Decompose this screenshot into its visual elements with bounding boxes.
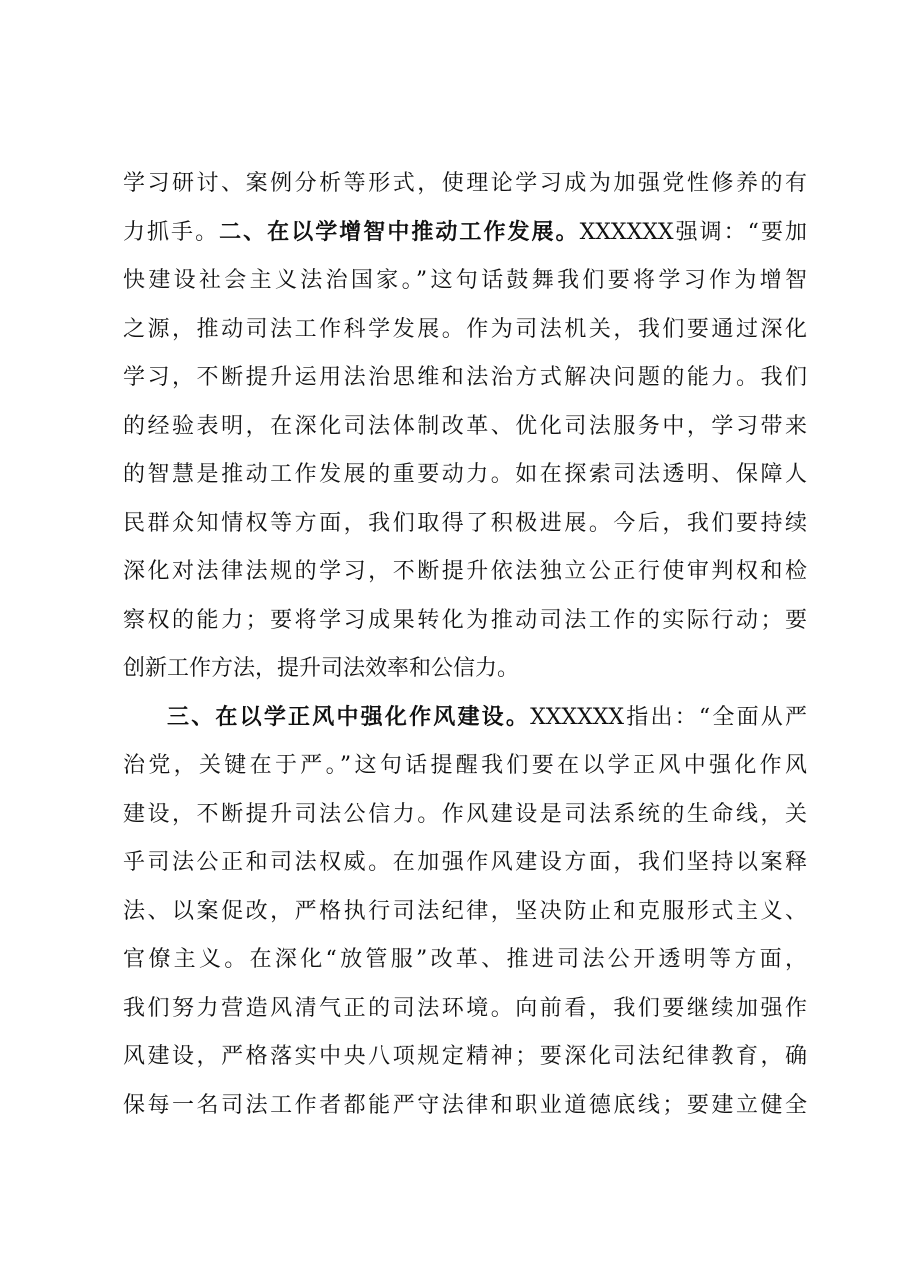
text-line: 官僚主义。在深化“放管服”改革、推进司法公开透明等方面，: [123, 947, 807, 972]
text-line: 快建设社会主义法治国家。”这句话鼓舞我们要将学习作为增智: [123, 268, 807, 293]
text-line: 建设，不断提升司法公信力。作风建设是司法系统的生命线，关: [123, 801, 807, 827]
text-run: XXXXXX指出：“全面从严: [530, 704, 807, 730]
text-line: 的智慧是推动工作发展的重要动力。如在探索司法透明、保障人: [123, 462, 807, 487]
text-line: [123, 209, 807, 258]
document-body: [123, 160, 807, 1130]
text-line: 治党，关键在于严。”这句话提醒我们要在以学正风中强化作风: [123, 753, 807, 778]
text-line: 法、以案促改，严格执行司法纪律，坚决防止和克服形式主义、: [123, 898, 807, 924]
text-run: 力抓手。: [123, 219, 220, 245]
text-line: 乎司法公正和司法权威。在加强作风建设方面，我们坚持以案释: [123, 850, 807, 875]
text-line: 创新工作方法，提升司法效率和公信力。: [123, 656, 520, 681]
text-line: 之源，推动司法工作科学发展。作为司法机关，我们要通过深化: [123, 316, 807, 342]
text-line: 学习研讨、案例分析等形式，使理论学习成为加强党性修养的有: [123, 171, 807, 196]
text-line: 保每一名司法工作者都能严守法律和职业道德底线；要建立健全: [123, 1092, 807, 1118]
text-line: 深化对法律法规的学习，不断提升依法独立公正行使审判权和检: [123, 559, 807, 584]
text-run: XXXXXX强调：“要加: [579, 219, 807, 245]
text-line: 风建设，严格落实中央八项规定精神；要深化司法纪律教育，确: [123, 1044, 807, 1069]
section-heading-3: 三、在以学正风中强化作风建设。: [167, 704, 531, 730]
text-line: [123, 694, 807, 743]
text-line: 察权的能力；要将学习成果转化为推动司法工作的实际行动；要: [123, 607, 807, 633]
text-line: 我们努力营造风清气正的司法环境。向前看，我们要继续加强作: [123, 995, 807, 1021]
text-line: 学习，不断提升运用法治思维和法治方式解决问题的能力。我们: [123, 365, 807, 390]
text-line: 民群众知情权等方面，我们取得了积极进展。今后，我们要持续: [123, 510, 807, 536]
section-heading-2: 二、在以学增智中推动工作发展。: [219, 219, 580, 245]
text-line: 的经验表明，在深化司法体制改革、优化司法服务中，学习带来: [123, 413, 807, 439]
